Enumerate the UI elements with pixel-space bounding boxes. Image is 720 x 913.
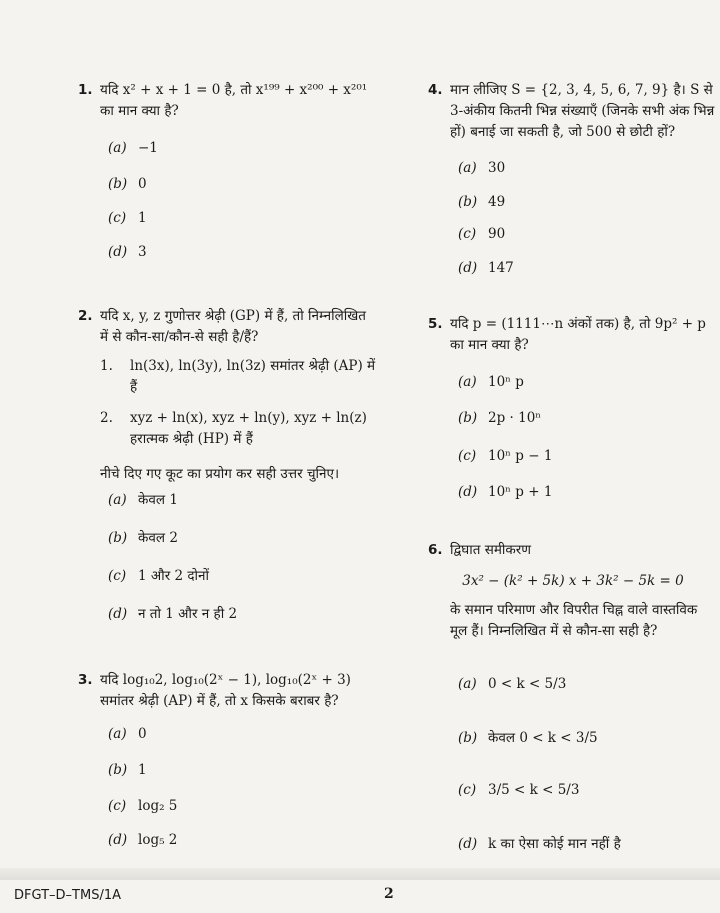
option-d[interactable] bbox=[108, 242, 147, 263]
option-label: (a) bbox=[458, 160, 477, 176]
option-text: 3 bbox=[138, 244, 147, 260]
question-number: 4. bbox=[428, 82, 443, 98]
statement-1 bbox=[100, 356, 378, 398]
option-c[interactable] bbox=[458, 224, 505, 245]
question-3 bbox=[78, 670, 378, 712]
option-label: (a) bbox=[458, 374, 477, 390]
option-text: −1 bbox=[138, 140, 158, 156]
option-text: 0 bbox=[138, 726, 147, 742]
option-a[interactable] bbox=[108, 724, 147, 745]
option-text: न तो 1 और न ही 2 bbox=[138, 606, 238, 622]
statement-2 bbox=[100, 408, 378, 450]
option-label: (d) bbox=[108, 244, 128, 260]
option-c[interactable] bbox=[458, 780, 579, 801]
question-text: यदि x² + x + 1 = 0 है, तो x¹⁹⁹ + x²⁰⁰ + x²⁰¹ का मान क्या है? bbox=[100, 82, 368, 119]
option-label: (b) bbox=[108, 530, 128, 546]
option-label: (c) bbox=[108, 798, 127, 814]
option-label: (b) bbox=[458, 194, 478, 210]
option-text: केवल 2 bbox=[138, 530, 178, 546]
option-d[interactable] bbox=[458, 834, 621, 855]
option-c[interactable] bbox=[108, 208, 147, 229]
option-label: (d) bbox=[108, 606, 128, 622]
option-b[interactable] bbox=[458, 728, 598, 749]
option-text: 10ⁿ p bbox=[488, 374, 524, 390]
option-label: (c) bbox=[458, 448, 477, 464]
option-label: (b) bbox=[108, 176, 128, 192]
question-number: 1. bbox=[78, 82, 93, 98]
option-text: log₂ 5 bbox=[138, 798, 178, 814]
question-2 bbox=[78, 306, 378, 484]
statement-text: xyz + ln(x), xyz + ln(y), xyz + ln(z) हरात्मक श्रेढ़ी (HP) में हैं bbox=[130, 409, 367, 447]
statement-text: ln(3x), ln(3y), ln(3z) समांतर श्रेढ़ी (AP) में हैं bbox=[130, 357, 376, 395]
option-b[interactable] bbox=[458, 408, 541, 429]
question-text-continued: के समान परिमाण और विपरीत चिह्न वाले वास्तविक मूल हैं। निम्नलिखित में से कौन-सा सही है? bbox=[450, 601, 698, 639]
question-text: द्विघात समीकरण bbox=[450, 542, 532, 558]
question-4 bbox=[428, 80, 718, 143]
option-label: (c) bbox=[108, 568, 127, 584]
option-text: 10ⁿ p + 1 bbox=[488, 484, 553, 500]
page-number: 2 bbox=[384, 886, 394, 902]
option-c[interactable] bbox=[108, 566, 209, 587]
option-label: (d) bbox=[108, 832, 128, 848]
question-number: 3. bbox=[78, 672, 93, 688]
option-b[interactable] bbox=[108, 528, 178, 549]
option-label: (d) bbox=[458, 484, 478, 500]
option-label: (c) bbox=[458, 782, 477, 798]
option-text: 3/5 < k < 5/3 bbox=[488, 782, 580, 798]
option-c[interactable] bbox=[108, 796, 177, 817]
question-text: यदि p = (1111⋯n अंकों तक) है, तो 9p² + p का मान क्या है? bbox=[450, 316, 706, 353]
option-label: (a) bbox=[108, 140, 127, 156]
quadratic-equation: 3x² − (k² + 5k) x + 3k² − 5k = 0 bbox=[462, 572, 684, 589]
option-text: 0 < k < 5/3 bbox=[488, 676, 567, 692]
option-label: (c) bbox=[108, 210, 127, 226]
instruction-text: नीचे दिए गए कूट का प्रयोग कर सही उत्तर चुनिए। bbox=[100, 465, 340, 482]
option-text: केवल 1 bbox=[138, 492, 178, 508]
option-a[interactable] bbox=[108, 138, 158, 159]
option-label: (a) bbox=[458, 676, 477, 692]
option-text: k का ऐसा कोई मान नहीं है bbox=[488, 836, 621, 852]
option-text: 90 bbox=[488, 226, 506, 242]
option-label: (b) bbox=[458, 410, 478, 426]
question-text: यदि x, y, z गुणोत्तर श्रेढ़ी (GP) में हैं, तो निम्नलिखित में से कौन-सा/कौन-से सही है/हैं? bbox=[100, 308, 366, 345]
statement-number: 1. bbox=[100, 357, 113, 374]
question-number: 2. bbox=[78, 308, 93, 324]
option-a[interactable] bbox=[458, 158, 505, 179]
option-text: 49 bbox=[488, 194, 506, 210]
option-text: केवल 0 < k < 3/5 bbox=[488, 730, 598, 746]
option-label: (a) bbox=[108, 726, 127, 742]
option-label: (c) bbox=[458, 226, 477, 242]
option-a[interactable] bbox=[458, 674, 566, 695]
option-d[interactable] bbox=[108, 604, 237, 625]
option-d[interactable] bbox=[108, 830, 177, 851]
question-6 bbox=[428, 540, 718, 642]
option-text: 10ⁿ p − 1 bbox=[488, 448, 553, 464]
question-number: 5. bbox=[428, 316, 443, 332]
option-text: 30 bbox=[488, 160, 506, 176]
option-text: 2p · 10ⁿ bbox=[488, 410, 542, 426]
option-label: (b) bbox=[458, 730, 478, 746]
option-label: (a) bbox=[108, 492, 127, 508]
option-text: 147 bbox=[488, 260, 514, 276]
option-label: (b) bbox=[108, 762, 128, 778]
option-text: 1 bbox=[138, 210, 147, 226]
option-label: (d) bbox=[458, 836, 478, 852]
question-number: 6. bbox=[428, 542, 443, 558]
option-a[interactable] bbox=[458, 372, 524, 393]
question-1 bbox=[78, 80, 378, 122]
option-text: log₅ 2 bbox=[138, 832, 178, 848]
option-a[interactable] bbox=[108, 490, 178, 511]
footer-code: DFGT–D–TMS/1A bbox=[14, 888, 122, 903]
option-label: (d) bbox=[458, 260, 478, 276]
option-text: 1 और 2 दोनों bbox=[138, 568, 210, 584]
scan-band bbox=[0, 868, 720, 880]
option-b[interactable] bbox=[108, 174, 147, 195]
question-text: मान लीजिए S = {2, 3, 4, 5, 6, 7, 9} है। S से 3-अंकीय कितनी भिन्न संख्याएँ (जिनके सभी अंक भिन्न हों) बनाई जा सकती है, जो 500 से छोटी हों? bbox=[450, 82, 715, 140]
option-text: 1 bbox=[138, 762, 147, 778]
question-5 bbox=[428, 314, 718, 356]
option-d[interactable] bbox=[458, 258, 514, 279]
option-b[interactable] bbox=[458, 192, 505, 213]
question-text: यदि log₁₀2, log₁₀(2ˣ − 1), log₁₀(2ˣ + 3) समांतर श्रेढ़ी (AP) में हैं, तो x किसके बराबर है? bbox=[100, 672, 351, 709]
option-b[interactable] bbox=[108, 760, 147, 781]
option-text: 0 bbox=[138, 176, 147, 192]
option-c[interactable] bbox=[458, 446, 552, 467]
option-d[interactable] bbox=[458, 482, 552, 503]
statement-number: 2. bbox=[100, 409, 113, 426]
